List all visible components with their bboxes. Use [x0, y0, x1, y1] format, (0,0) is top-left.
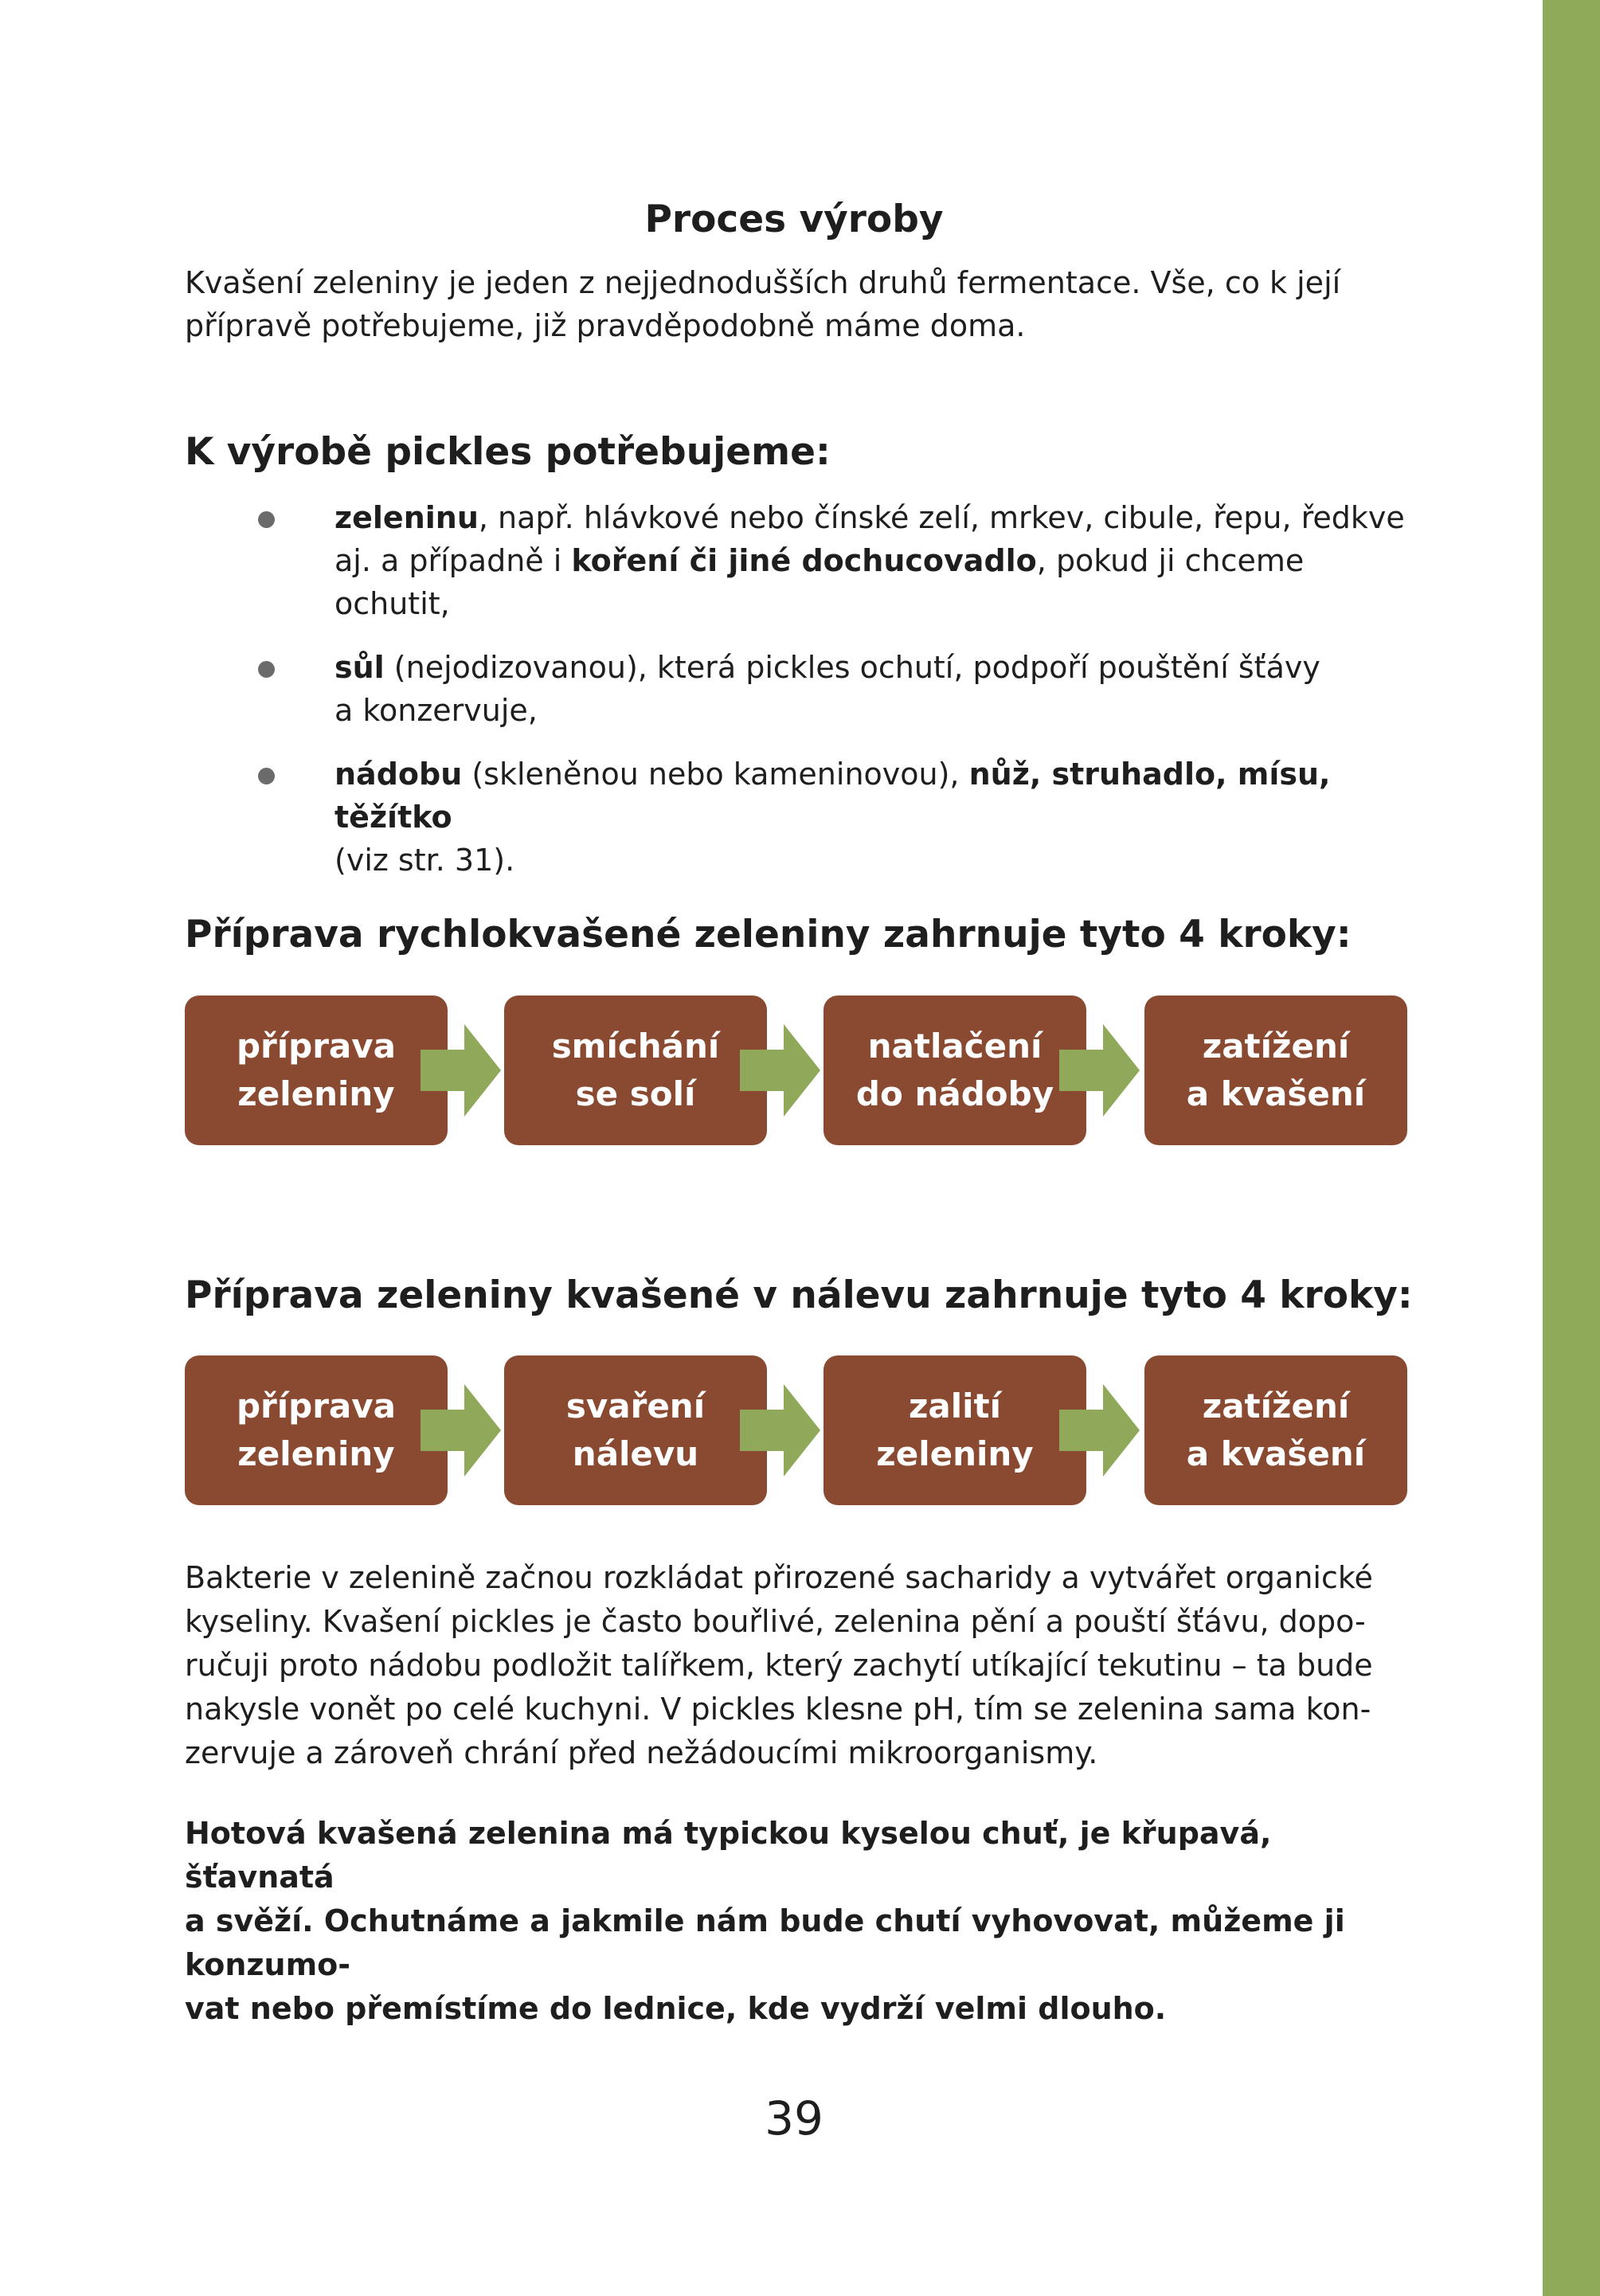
flow-step-line: nálevu	[572, 1434, 699, 1473]
flow-step-line: příprava	[236, 1387, 396, 1426]
intro-line: přípravě potřebujeme, již pravděpodobně máme doma.	[185, 308, 1026, 343]
list-item	[185, 496, 1427, 625]
arrow-right-icon	[740, 1384, 820, 1477]
list-item-bold: nůž, struhadlo, mísu, těžítko	[334, 757, 1331, 835]
bullet-dot-icon	[258, 661, 275, 678]
flow-step-line: natlačení	[867, 1027, 1043, 1066]
flow-step-line: zeleniny	[876, 1434, 1034, 1473]
list-item	[185, 646, 1427, 732]
arrow-right-icon	[421, 1384, 501, 1477]
quick-ferment-heading: Příprava rychlokvašené zeleniny zahrnuje tyto 4 kroky:	[185, 913, 1352, 956]
brine-ferment-heading: Příprava zeleniny kvašené v nálevu zahrnuje tyto 4 kroky:	[185, 1273, 1413, 1317]
flow-step	[1144, 1355, 1407, 1505]
quick-ferment-flow	[185, 995, 1407, 1145]
list-item	[185, 753, 1427, 882]
bold-paragraph	[185, 1812, 1427, 2031]
list-item-line	[334, 839, 1427, 882]
needs-heading: K výrobě pickles potřebujeme:	[185, 430, 831, 474]
list-item-line	[334, 646, 1427, 689]
list-item-bold: koření či jiné dochucovadlo	[571, 543, 1037, 578]
body-line: zervuje a zároveň chrání před nežádoucími mikroorganismy.	[185, 1735, 1098, 1770]
list-item-text: (skleněnou nebo kameninovou),	[462, 757, 969, 792]
list-item-line	[334, 689, 1427, 732]
intro-paragraph	[185, 261, 1427, 347]
list-item-line	[334, 753, 1427, 839]
list-item-bold: zeleninu	[334, 500, 479, 535]
bold-line: Hotová kvašená zelenina má typickou kyselou chuť, je křupavá, šťavnatá	[185, 1816, 1272, 1895]
needs-list	[185, 496, 1427, 882]
list-item-line	[334, 496, 1427, 539]
intro-line: Kvašení zeleniny je jeden z nejjednodušších druhů fermentace. Vše, co k její	[185, 265, 1341, 300]
page-edge-green-bar	[1543, 0, 1600, 2296]
flow-step	[185, 995, 448, 1145]
bullet-dot-icon	[258, 768, 275, 784]
list-item-text: , pokud ji chceme ochutit,	[334, 543, 1305, 621]
bold-line: a svěží. Ochutnáme a jakmile nám bude chutí vyhovovat, můžeme ji konzumo-	[185, 1903, 1345, 1982]
body-line: ručuji proto nádobu podložit talířkem, který zachytí utíkající tekutinu – ta bude	[185, 1648, 1373, 1683]
arrow-right-icon	[1059, 1024, 1140, 1117]
body-line: Bakterie v zelenině začnou rozkládat přirozené sacharidy a vytvářet organické	[185, 1560, 1373, 1595]
section-title: Proces výroby	[644, 198, 944, 241]
flow-step	[504, 995, 767, 1145]
bold-line: vat nebo přemístíme do lednice, kde vydrží velmi dlouho.	[185, 1991, 1167, 2026]
flow-step-line: zalití	[908, 1387, 1002, 1426]
flow-step	[823, 995, 1086, 1145]
list-item-text: a konzervuje,	[334, 693, 538, 728]
arrow-right-icon	[421, 1024, 501, 1117]
brine-ferment-flow	[185, 1355, 1407, 1505]
flow-step-line: se solí	[575, 1074, 696, 1113]
flow-step-line: do nádoby	[855, 1074, 1054, 1113]
flow-step-line: a kvašení	[1186, 1074, 1366, 1113]
flow-step-line: a kvašení	[1186, 1434, 1366, 1473]
bullet-dot-icon	[258, 511, 275, 528]
flow-step-line: zatížení	[1202, 1387, 1350, 1426]
flow-step	[823, 1355, 1086, 1505]
body-line: nakysle vonět po celé kuchyni. V pickles klesne pH, tím se zelenina sama kon-	[185, 1692, 1371, 1727]
flow-step	[504, 1355, 767, 1505]
list-item-text: (viz str. 31).	[334, 843, 515, 878]
page-number: 39	[765, 2091, 823, 2145]
list-item-text: aj. a případně i	[334, 543, 572, 578]
body-line: kyseliny. Kvašení pickles je často bouřlivé, zelenina pění a pouští šťávu, dopo-	[185, 1604, 1366, 1639]
flow-step-line: smíchání	[551, 1027, 720, 1066]
flow-step-line: příprava	[236, 1027, 396, 1066]
list-item-bold: nádobu	[334, 757, 463, 792]
arrow-right-icon	[740, 1024, 820, 1117]
arrow-right-icon	[1059, 1384, 1140, 1477]
flow-step	[185, 1355, 448, 1505]
list-item-text: , např. hlávkové nebo čínské zelí, mrkev, cibule, řepu, ředkve	[478, 500, 1405, 535]
list-item-line	[334, 539, 1427, 625]
flow-step-line: zeleniny	[237, 1074, 395, 1113]
list-item-text: (nejodizovanou), která pickles ochutí, podpoří pouštění šťávy	[384, 650, 1320, 685]
list-item-bold: sůl	[334, 650, 385, 685]
flow-step-line: svaření	[565, 1387, 706, 1426]
flow-step-line: zatížení	[1202, 1027, 1350, 1066]
flow-step-line: zeleniny	[237, 1434, 395, 1473]
body-paragraph	[185, 1556, 1427, 1775]
flow-step	[1144, 995, 1407, 1145]
